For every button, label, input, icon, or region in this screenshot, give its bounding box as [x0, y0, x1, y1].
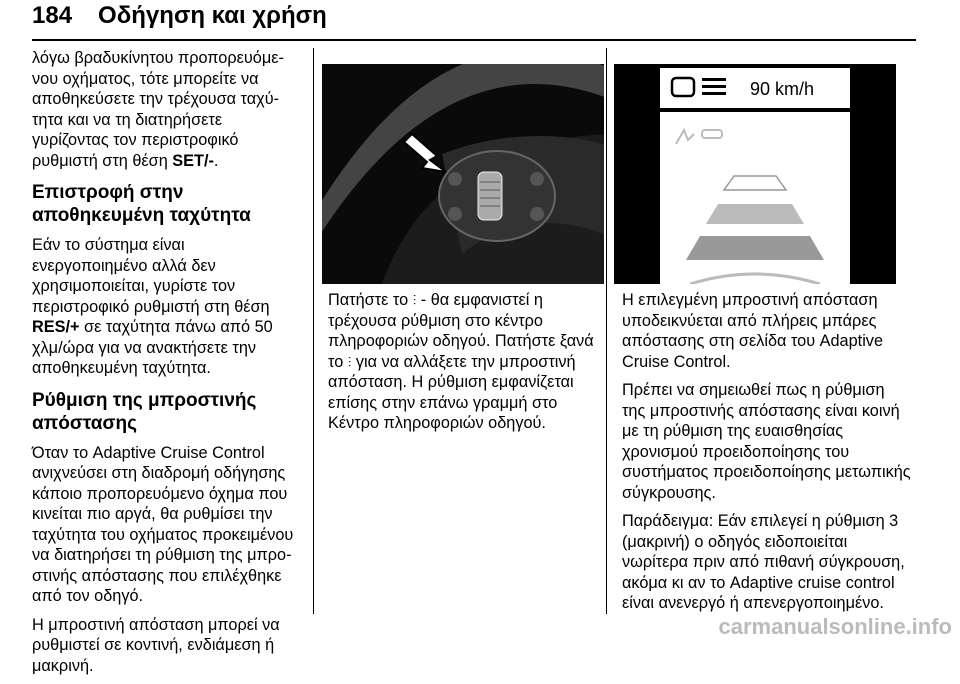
paragraph: Όταν το Adaptive Cruise Control ανιχνεύσει στη διαδρομή οδήγησης κάποιο προπορευόμενο όχημα που κινείται πιο αργά, θα ρυθμίσει την ταχύτητα του οχήματος προκειμένου να διατηρήσει τη ρύθμιση της μπροστινής απόστασης που επιλέχθηκε από τον οδηγό.: [32, 443, 294, 605]
text: - θα εμφανιστεί η τρέχουσα ρύθμιση στο κέντρο πληροφοριών οδηγού. Πατήστε ξανά το: [328, 291, 594, 371]
column-divider: [313, 48, 314, 614]
page-number: 184: [32, 2, 73, 29]
bold-term: SET/-: [172, 151, 214, 170]
text: Εάν το σύστημα είναι ενεργοποιημένο αλλά δεν χρησιμοποιείται, γυρίστε τον περιστροφικό ρυθμιστή στη θέση: [32, 236, 270, 316]
text: Πατήστε το: [328, 291, 409, 309]
paragraph: [32, 235, 300, 379]
info-display-figure: [614, 64, 896, 284]
column-1: [32, 48, 300, 684]
section-heading: Επιστροφή στην αποθηκευμένη ταχύτητα: [32, 182, 251, 226]
paragraph: Παράδειγμα: Εάν επιλεγεί η ρύθμιση 3 (μακρινή) ο οδηγός ειδοποιείται νωρίτερα πριν από πιθανή σύγκρουση, ακόμα κι αν το Adaptive cruise control είναι ανενεργό ή απενεργοποιημένο.: [622, 512, 905, 612]
text: λόγω βραδυκίνητου προπορευόμενου οχήματος, τότε μπορείτε να αποθηκεύσετε την τρέχουσα ταχύτητα και να τη διατηρήσετε γυρίζοντας τον περιστροφικό ρυθμιστή στη θέση: [32, 49, 284, 170]
info-display-illustration: [614, 64, 896, 284]
follow-distance-icon: ⫶: [347, 353, 352, 370]
paragraph: λόγω βραδυκίνητου προπορευόμενου οχήματος, τότε μπορείτε να αποθηκεύσετε την τρέχουσα ταχύτητα και να τη διατηρήσετε γυρίζοντας τον περιστροφικό ρυθμιστή στη θέση SET/-.: [32, 49, 284, 170]
text: σε ταχύτητα πάνω από 50 χλμ/ώρα για να ανακτήσετε την αποθηκευμένη ταχύτητα.: [32, 318, 273, 377]
page-title: Οδήγηση και χρήση: [98, 2, 327, 29]
speed-readout: 90 km/h: [750, 79, 815, 99]
steering-wheel-figure: [322, 64, 604, 284]
steering-wheel-illustration: [322, 64, 604, 284]
watermark: carmanualsonline.info: [718, 614, 952, 639]
follow-distance-icon: ⫶: [412, 292, 417, 308]
text: για να αλλάξετε την μπροστινή απόσταση. Η ρύθμιση εμφανίζεται επίσης στην επάνω γραμμή στο Κέντρο πληροφοριών οδηγού.: [328, 352, 576, 432]
paragraph: Πρέπει να σημειωθεί πως η ρύθμιση της μπροστινής απόστασης είναι κοινή με τη ρύθμιση της ευαισθησίας χρονισμού προειδοποίησης του συστήματος προειδοποίησης μετωπικής σύγκρουσης.: [622, 381, 911, 502]
paragraph: Η μπροστινή απόσταση μπορεί να ρυθμιστεί σε κοντινή, ενδιάμεση ή μακρινή.: [32, 615, 280, 675]
column-divider: [606, 48, 607, 614]
header-rule: [32, 39, 916, 41]
page-header: [32, 2, 327, 30]
section-heading: Ρύθμιση της μπροστινής απόστασης: [32, 389, 257, 434]
paragraph: Η επιλεγμένη μπροστινή απόσταση υποδεικνύεται από πλήρεις μπάρες απόστασης στη σελίδα του Adaptive Cruise Control.: [622, 291, 884, 371]
paragraph: [328, 290, 596, 434]
column-2: [328, 290, 596, 442]
column-3: [622, 290, 912, 622]
bold-term: RES/+: [32, 318, 80, 336]
